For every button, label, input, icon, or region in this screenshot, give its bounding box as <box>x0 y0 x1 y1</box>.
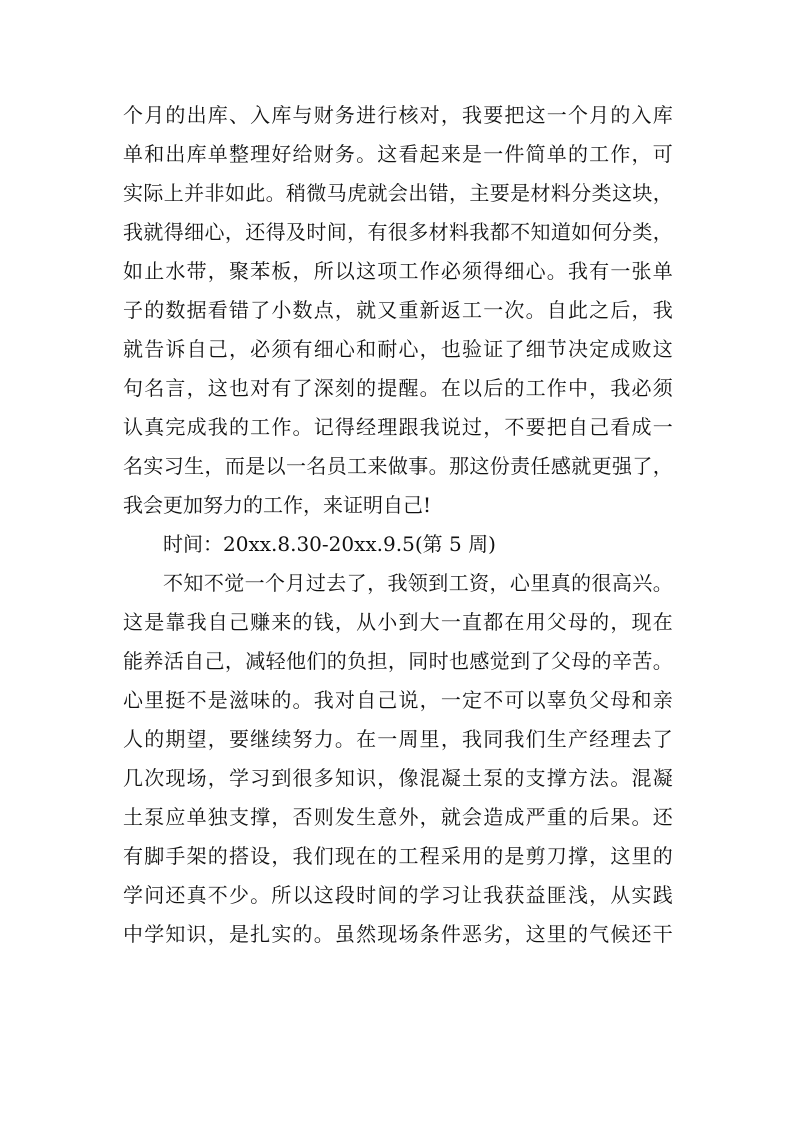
paragraph-line: 有 脚 手 架 的 搭 设 ， 我 们 现 在 的 工 程 采 用 的 是 剪 刀 撑 ， 这 里 的 <box>123 844 673 868</box>
paragraph-line: 认 真 完 成 我 的 工 作 。 记 得 经 理 跟 我 说 过 ， 不 要 把 自 己 看 成 一 <box>123 415 673 439</box>
paragraph-line: 我 就 得 细 心 ， 还 得 及 时 间 ， 有 很 多 材 料 我 都 不 知 道 如 何 分 类 ， <box>123 220 673 244</box>
paragraph-line: 人 的 期 望 ， 要 继 续 努 力 。 在 一 周 里 ， 我 同 我 们 生 产 经 理 去 了 <box>123 727 673 751</box>
paragraph-line: 子 的 数 据 看 错 了 小 数 点 ， 就 又 重 新 返 工 一 次 。 自 此 之 后 ， 我 <box>123 298 673 322</box>
paragraph-line: 能 养 活 自 己 ， 减 轻 他 们 的 负 担 ， 同 时 也 感 觉 到 了 父 母 的 辛 苦 。 <box>123 649 673 673</box>
paragraph-line: 这 是 靠 我 自 己 赚 来 的 钱 ， 从 小 到 大 一 直 都 在 用 父 母 的 ， 现 在 <box>123 610 673 634</box>
week-heading: 时间：20xx.8.30-20xx.9.5(第 5 周) <box>163 532 496 556</box>
paragraph-line: 实 际 上 并 非 如 此 。 稍 微 马 虎 就 会 出 错 ， 主 要 是 材 料 分 类 这 块 ， <box>123 181 673 205</box>
paragraph-line: 心 里 挺 不 是 滋 味 的 。 我 对 自 己 说 ， 一 定 不 可 以 辜 负 父 母 和 亲 <box>123 688 673 712</box>
paragraph-line: 个 月 的 出 库 、 入 库 与 财 务 进 行 核 对 ， 我 要 把 这 一 个 月 的 入 库 <box>123 103 673 127</box>
paragraph-line: 土 泵 应 单 独 支 撑 ， 否 则 发 生 意 外 ， 就 会 造 成 严 重 的 后 果 。 还 <box>123 805 673 829</box>
paragraph-line: 句 名 言 ， 这 也 对 有 了 深 刻 的 提 醒 。 在 以 后 的 工 作 中 ， 我 必 须 <box>123 376 673 400</box>
paragraph-line: 中 学 知 识 ， 是 扎 实 的 。 虽 然 现 场 条 件 恶 劣 ， 这 里 的 气 候 还 干 <box>123 922 673 946</box>
paragraph-line: 名 实 习 生 ， 而 是 以 一 名 员 工 来 做 事 。 那 这 份 责 任 感 就 更 强 了 ， <box>123 454 673 478</box>
paragraph-line: 学 问 还 真 不 少 。 所 以 这 段 时 间 的 学 习 让 我 获 益 匪 浅 ， 从 实 践 <box>123 883 673 907</box>
paragraph-line: 几 次 现 场 ， 学 习 到 很 多 知 识 ， 像 混 凝 土 泵 的 支 撑 方 法 。 混 凝 <box>123 766 673 790</box>
paragraph-line: 不 知 不 觉 一 个 月 过 去 了 ， 我 领 到 工 资 ， 心 里 真 的 很 高 兴 。 <box>163 571 673 595</box>
paragraph-line: 单 和 出 库 单 整 理 好 给 财 务 。 这 看 起 来 是 一 件 简 单 的 工 作 ， 可 <box>123 142 673 166</box>
paragraph-line: 如 止 水 带 ， 聚 苯 板 ， 所 以 这 项 工 作 必 须 得 细 心 。 我 有 一 张 单 <box>123 259 673 283</box>
paragraph-line: 我会更加努力的工作，来证明自己! <box>123 493 432 517</box>
paragraph-line: 就 告 诉 自 己 ， 必 须 有 细 心 和 耐 心 ， 也 验 证 了 细 节 决 定 成 败 这 <box>123 337 673 361</box>
